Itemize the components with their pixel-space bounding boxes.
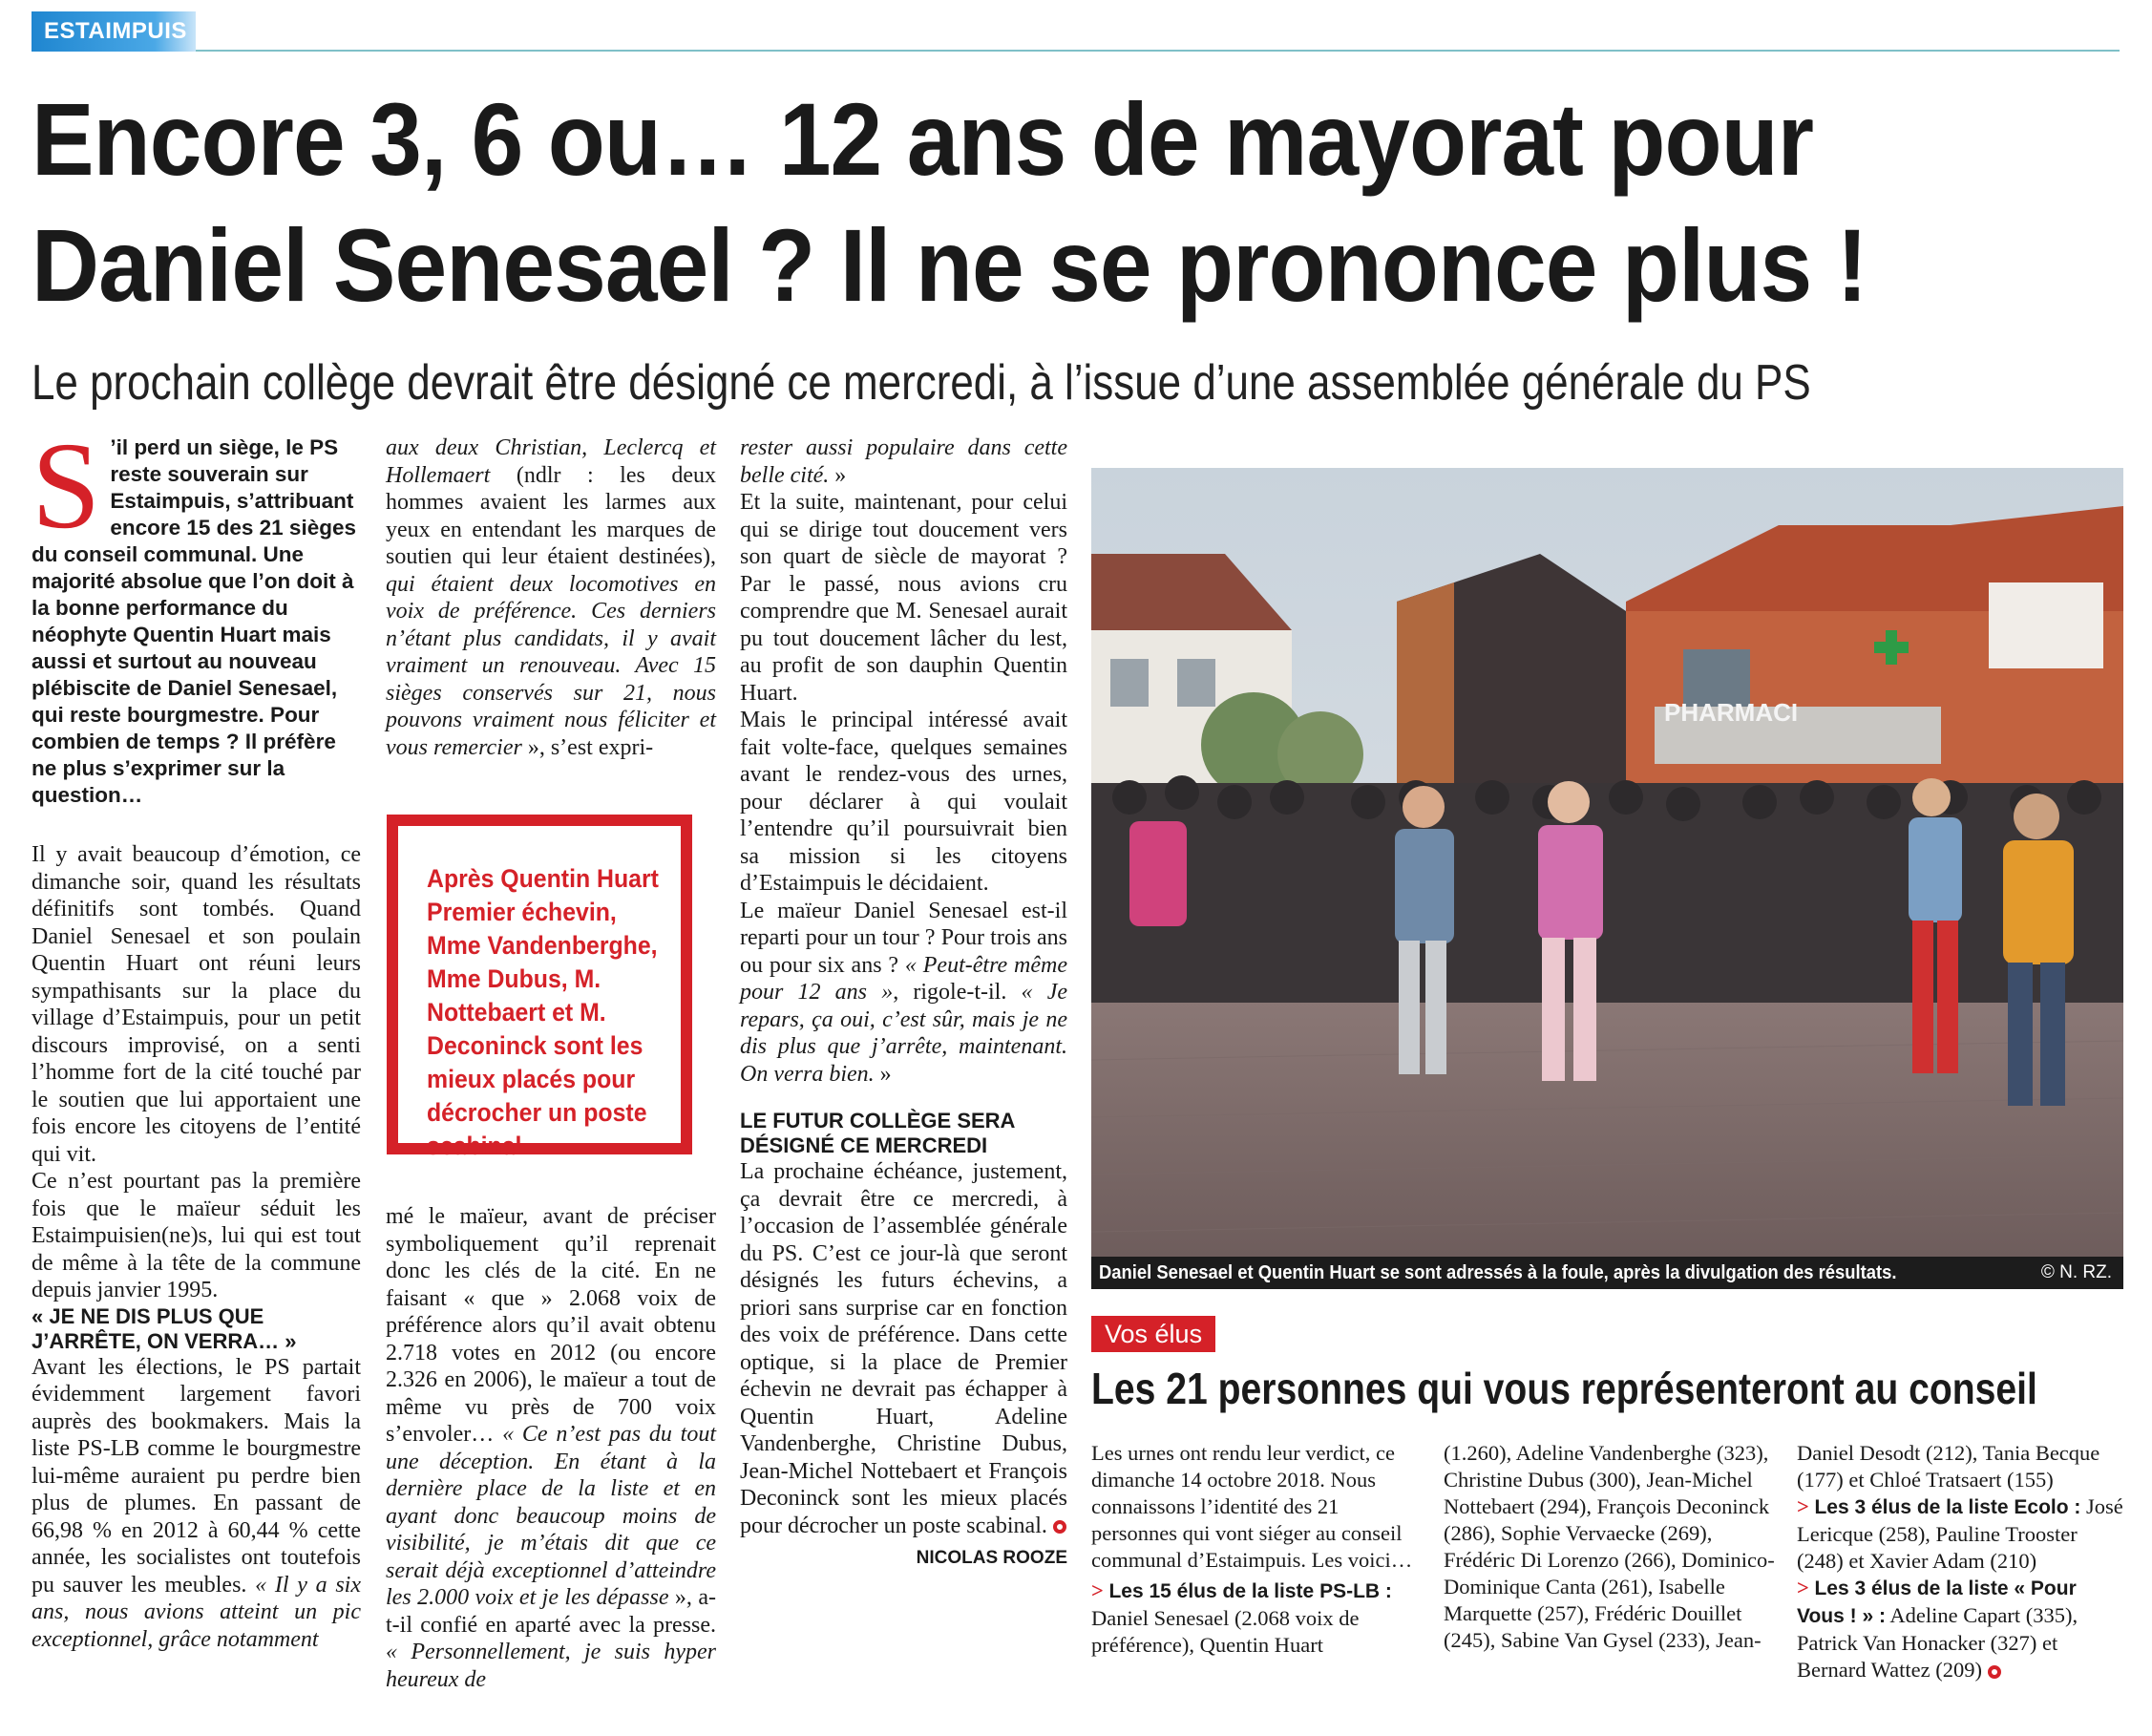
elus-list-ecolo: > Les 3 élus de la liste Ecolo : José Lericque (258), Pauline Trooster (248) et Xavier Adam (210) — [1797, 1494, 2123, 1573]
elus-column-1 — [1091, 1440, 1421, 1659]
elus-tag — [1091, 1316, 1215, 1352]
paragraph: La prochaine échéance, justement, ça devrait être ce mercredi, à l’occasion de l’assemblée générale du PS. C’est ce jour-là que seront désignés les futurs échevins, a priori sans surprise car en fonction des voix de préférence. Dans cette optique, si la place de Premier échevin ne devrait pas échapper à Quentin Huart, Adeline Vandenberghe, Christine Dubus, Jean-Michel Nottebaert et François Deconinck sont les mieux placés pour décrocher un poste scabinal. — [740, 1159, 1067, 1538]
paragraph: Le maïeur Daniel Senesael est-il reparti pour un tour ? Pour trois ans ou pour six ans ? « Peut-être même pour 12 ans », rigole-t-il. « Je repars, ça oui, c’est sûr, mais je ne dis plus que j’arrête, maintenant. On verra bien. » — [740, 898, 1067, 1087]
article-column-3 — [740, 434, 1067, 1573]
end-mark-icon — [1988, 1665, 2001, 1679]
article-column-1 — [32, 417, 361, 1653]
elus-list-pourvous: > Les 3 élus de la liste « Pour Vous ! » : Adeline Capart (335), Patrick Van Honacker (327) et Bernard Wattez (209) — [1797, 1576, 2078, 1682]
headline: Encore 3, 6 ou… 12 ans de mayorat pour Daniel Senesael ? Il ne se prononce plus ! — [32, 81, 1867, 323]
photo-caption — [1091, 1257, 2123, 1289]
elus-list-ps-end: Daniel Desodt (212), Tania Becque (177) et Chloé Tratsaert (155) — [1797, 1441, 2100, 1492]
article-lead — [32, 417, 361, 809]
lead-text: ’il perd un siège, le PS reste souverain sur Estaimpuis, s’attribuant encore 15 des 21 sièges du conseil communal. Une majorité absolue que l’on doit à la bonne performance du néophyte Quentin Huart mais aussi et surtout au nouveau plébiscite de Daniel Senesael, qui reste bourgmestre. Pour combien de temps ? Il préfère ne plus s’exprimer sur la question… — [32, 435, 356, 807]
article-column-2-bottom — [386, 1203, 716, 1693]
callout-text: Après Quentin Huart Premier échevin, Mme Vandenberghe, Mme Dubus, M. Nottebaert et M. Deconinck sont les mieux placés pour décrocher un poste scabinal — [427, 864, 659, 1160]
paragraph: Mais le principal intéressé avait fait volte-face, quelques semaines avant le rendez-vous des urnes, pour déclarer à qui voulait l’entendre qu’il poursuivrait bien sa mission si les citoyens d’Estaimpuis le décidaient. — [740, 708, 1067, 896]
paragraph: aux deux Christian, Leclercq et Hollemaert (ndlr : les deux hommes avaient les larmes aux yeux en entendant les marques de soutien qui leur étaient destinées), qui étaient deux locomotives en voix de préférence. Ces derniers n’étant plus candidats, il y avait vraiment un renouveau. Avec 15 sièges conservés sur 21, nous pouvons vraiment nous féliciter et vous remercier », s’est expri- — [386, 435, 716, 760]
subhead: « JE NE DIS PLUS QUE J’ARRÊTE, ON VERRA… » — [32, 1303, 297, 1353]
elus-column-2 — [1444, 1440, 1778, 1654]
arrow-icon: > — [1091, 1578, 1104, 1602]
paragraph: Et la suite, maintenant, pour celui qui se dirige tout doucement vers son quart de siècle de mayorat ? Par le passé, nous avions cru comprendre que M. Senesael aurait pu tout doucement lâcher du lest, au profit de son dauphin Quentin Huart. — [740, 490, 1067, 706]
paragraph: rester aussi populaire dans cette belle cité. » — [740, 435, 1067, 488]
elus-column-3 — [1797, 1440, 2126, 1683]
paragraph: Ce n’est pourtant pas la première fois que le maïeur séduit les Estaimpuisien(ne)s, lui qui est tout de même à la tête de la commune depuis janvier 1995. — [32, 1169, 361, 1302]
paragraph: Avant les élections, le PS partait évidemment largement favori auprès des bookmakers. Mais la liste PS-LB comme le bourgmestre lui-même auraient pu perdre bien plus de plumes. En passant de 66,98 % en 2012 à 60,44 % cette année, les socialistes ont toutefois pu sauver les meubles. « Il y a six ans, nous avions atteint un pic exceptionnel, grâce notamment — [32, 1354, 361, 1652]
callout-box — [387, 815, 692, 1160]
arrow-icon: > — [1797, 1576, 1809, 1599]
section-tag-label: ESTAIMPUIS — [44, 18, 187, 44]
photo-credit: © N. RZ. — [2040, 1262, 2112, 1282]
pharmacy-sign: PHARMACI — [1664, 698, 1799, 727]
news-photo — [1091, 468, 2123, 1257]
end-mark-icon — [1053, 1520, 1066, 1534]
article-column-2 — [386, 434, 716, 761]
caption-text: Daniel Senesael et Quentin Huart se sont adressés à la foule, après la divulgation des résultats. — [1099, 1262, 1897, 1283]
elus-intro: Les urnes ont rendu leur verdict, ce dimanche 14 octobre 2018. Nous connaissons l’identité des 21 personnes qui vont siéger au conseil communal d’Estaimpuis. Les voici… — [1091, 1441, 1413, 1572]
byline: NICOLAS ROOZE — [916, 1548, 1067, 1568]
elus-title: Les 21 personnes qui vous représenteront au conseil — [1091, 1364, 2037, 1413]
section-tag — [32, 11, 196, 52]
elus-tag-label: Vos élus — [1105, 1320, 1203, 1348]
paragraph: Il y avait beaucoup d’émotion, ce dimanche soir, quand les résultats définitifs sont tombés. Quand Daniel Senesael et son poulain Quentin Huart ont réuni leurs sympathisants sur la place du village d’Estaimpuis, pour un petit discours improvisé, on a senti l’homme fort de la cité touché par le soutien que lui apportaient une fois encore les citoyens de l’entité qui vit. — [32, 842, 361, 1167]
paragraph: mé le maïeur, avant de préciser symboliquement qu’il reprenait donc les clés de la cité. En ne faisant « que » 2.068 voix de préférence alors qu’il avait obtenu 2.718 votes en 2012 (ou encore 2.326 en 2006), le maïeur a tout de même vu près de 700 voix s’envoler… « Ce n’est pas du tout une déception. En étant à la dernière place de la liste et en ayant donc beaucoup moins de visibilité, je m’étais dit que ce serait déjà exceptionnel d’atteindre les 2.000 voix et je les dépasse », a-t-il confié en aparté avec la presse. « Personnellement, je suis hyper heureux de — [386, 1204, 717, 1692]
drop-cap: S — [32, 417, 101, 555]
subhead: LE FUTUR COLLÈGE SERA DÉSIGNÉ CE MERCREDI — [740, 1109, 1015, 1157]
elus-list-ps: > Les 15 élus de la liste PS-LB : Daniel Senesael (2.068 voix de préférence), Quentin Huart — [1091, 1578, 1392, 1657]
subheadline: Le prochain collège devrait être désigné ce mercredi, à l’issue d’une assemblée générale du PS — [32, 355, 1811, 411]
arrow-icon: > — [1797, 1494, 1809, 1518]
elus-list-ps-cont: (1.260), Adeline Vandenberghe (323), Christine Dubus (300), Jean-Michel Nottebaert (294), François Deconinck (286), Sophie Vervaecke (269), Frédéric Di Lorenzo (266), Dominico-Dominique Canta (261), Isabelle Marquette (257), Frédéric Douillet (245), Sabine Van Gysel (233), Jean- — [1444, 1441, 1775, 1652]
section-rule — [196, 50, 2120, 52]
crowd-photo-illustration — [1091, 468, 2123, 1257]
